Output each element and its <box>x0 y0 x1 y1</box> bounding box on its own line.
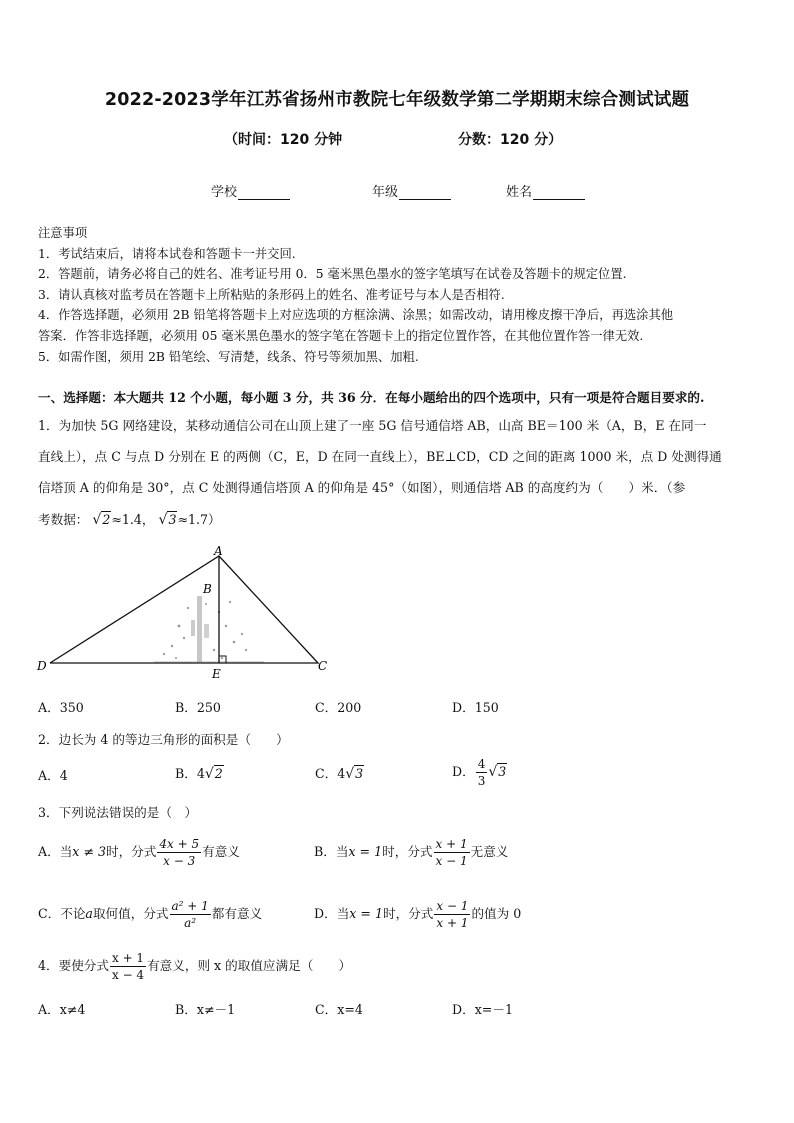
q3-stem: 3．下列说法错误的是（ ） <box>38 805 198 820</box>
sqrt-icon: √3 <box>488 764 507 780</box>
q4-stem: 4．要使分式 $\frac{x + 1}{x - 4}$ 有意义，则 x 的取值应满足（ ） <box>38 951 352 982</box>
question-1 <box>38 410 756 536</box>
notes-title: 注意事项 <box>38 226 88 240</box>
fraction: $\frac{4}{3}$ <box>477 757 486 788</box>
grade-label: 年级 <box>372 185 399 200</box>
q1-option-b[interactable]: B．250 <box>175 700 221 715</box>
q1-line2: 直线上），点 C 与点 D 分别在 E 的两侧（C，E，D 在同一直线上），BE⊥CD，CD 之间的距离 1000 米，点 D 处测得通 <box>38 449 722 465</box>
q1-ref-prefix: 考数据： <box>38 511 89 527</box>
note-item: 2．答题前，请务必将自己的姓名、准考证号用 0．5 毫米黑色墨水的签字笔填写在试卷及答题卡的规定位置. <box>38 267 627 282</box>
q1-figure <box>34 546 334 682</box>
school-blank[interactable] <box>238 186 290 200</box>
q4-option-d[interactable]: D．x=－1 <box>452 1002 513 1017</box>
sqrt-3: √3 <box>158 511 177 528</box>
note-item: 5．如需作图，须用 2B 铅笔绘、写清楚，线条、符号等须加黑、加粗. <box>38 349 419 364</box>
q4-option-c[interactable]: C．x=4 <box>315 1002 363 1017</box>
q2-option-a[interactable]: A．4 <box>38 768 68 783</box>
q3-option-c[interactable]: C．不论a取何值，分式 $\frac{\text{a² + 1}}{\text{a²}}$ 都有意义 <box>38 899 263 930</box>
q4-option-b[interactable]: B．x≠－1 <box>175 1002 236 1017</box>
q1-ref-value-2: ≈1.7） <box>177 511 221 527</box>
name-blank[interactable] <box>533 186 585 200</box>
note-item: 答案．作答非选择题，必须用 05 毫米黑色墨水的签字笔在答题卡上的指定位置作答，在其他位置作答一律无效. <box>38 328 644 343</box>
q2-stem: 2．边长为 4 的等边三角形的面积是（ ） <box>38 732 289 747</box>
grade-field <box>372 181 451 200</box>
school-field <box>211 181 290 200</box>
q2-option-b[interactable]: B．4√2 <box>175 766 223 782</box>
q1-reference <box>38 504 756 536</box>
q2-option-c[interactable]: C．4√3 <box>315 766 364 782</box>
school-label: 学校 <box>211 185 238 200</box>
sqrt-icon: √3 <box>345 766 364 782</box>
fraction: $\frac{x + 1}{x - 4}$ <box>111 951 145 982</box>
exam-title: 2022-2023学年江苏省扬州市教院七年级数学第二学期期末综合测试试题 <box>104 90 690 110</box>
q4-option-a[interactable]: A．x≠4 <box>38 1002 86 1017</box>
q1-line3: 信塔顶 A 的仰角是 30°，点 C 处测得通信塔顶 A 的仰角是 45°（如图），则通信塔 AB 的高度约为（ ）米．（参 <box>38 480 686 496</box>
fraction: $\frac{x - 1}{x + 1}$ <box>436 899 469 930</box>
q3-option-d[interactable]: D．当x = 1时，分式 $\frac{x - 1}{x + 1}$ 的值为 0 <box>314 899 522 930</box>
name-label: 姓名 <box>506 185 533 200</box>
label-D: D <box>37 659 47 673</box>
label-C: C <box>318 659 328 673</box>
q3-option-a[interactable]: A．当x ≠ 3时，分式 $\frac{4x + 5}{x - 3}$ 有意义 <box>38 837 240 868</box>
triangle-ADC <box>50 556 318 663</box>
q2-option-d[interactable]: D． $\frac{4}{3}$ √3 <box>452 757 507 788</box>
q1-ref-value-1: ≈1.4， <box>111 511 155 527</box>
notes-block <box>38 223 758 367</box>
time-label: （时间：120 分钟 <box>224 132 343 148</box>
fraction: $\frac{\text{a² + 1}}{\text{a²}}$ <box>171 899 209 930</box>
q1-option-d[interactable]: D．150 <box>452 700 499 715</box>
note-item: 1．考试结束后，请将本试卷和答题卡一并交回. <box>38 246 296 261</box>
label-E: E <box>212 667 221 681</box>
fraction: $\frac{x + 1}{x - 1}$ <box>435 837 468 868</box>
sqrt-2: √2 <box>92 511 111 528</box>
name-field <box>506 181 585 200</box>
section-heading: 一、选择题：本大题共 12 个小题，每小题 3 分，共 36 分．在每小题给出的四个选项中，只有一项是符合题目要求的. <box>38 390 705 405</box>
grade-blank[interactable] <box>399 186 451 200</box>
fraction: $\frac{4x + 5}{x - 3}$ <box>159 837 200 868</box>
score-label: 分数：120 分） <box>458 132 563 148</box>
q1-line1: 1．为加快 5G 网络建设，某移动通信公司在山顶上建了一座 5G 信号通信塔 AB，山高 BE＝100 米（A，B，E 在同一 <box>38 418 707 433</box>
q1-option-c[interactable]: C．200 <box>315 700 362 715</box>
q3-option-b[interactable]: B．当x = 1时，分式 $\frac{x + 1}{x - 1}$ 无意义 <box>314 837 509 868</box>
label-A: A <box>214 546 223 558</box>
label-B: B <box>203 582 212 596</box>
mountain-sketch <box>154 596 264 663</box>
sqrt-icon: √2 <box>204 766 223 782</box>
note-item: 4．作答选择题，必须用 2B 铅笔将答题卡上对应选项的方框涂满、涂黑；如需改动，请用橡皮擦干净后，再选涂其他 <box>38 308 674 323</box>
note-item: 3．请认真核对监考员在答题卡上所粘贴的条形码上的姓名、准考证号与本人是否相符. <box>38 287 505 302</box>
q1-option-a[interactable]: A．350 <box>38 700 84 715</box>
